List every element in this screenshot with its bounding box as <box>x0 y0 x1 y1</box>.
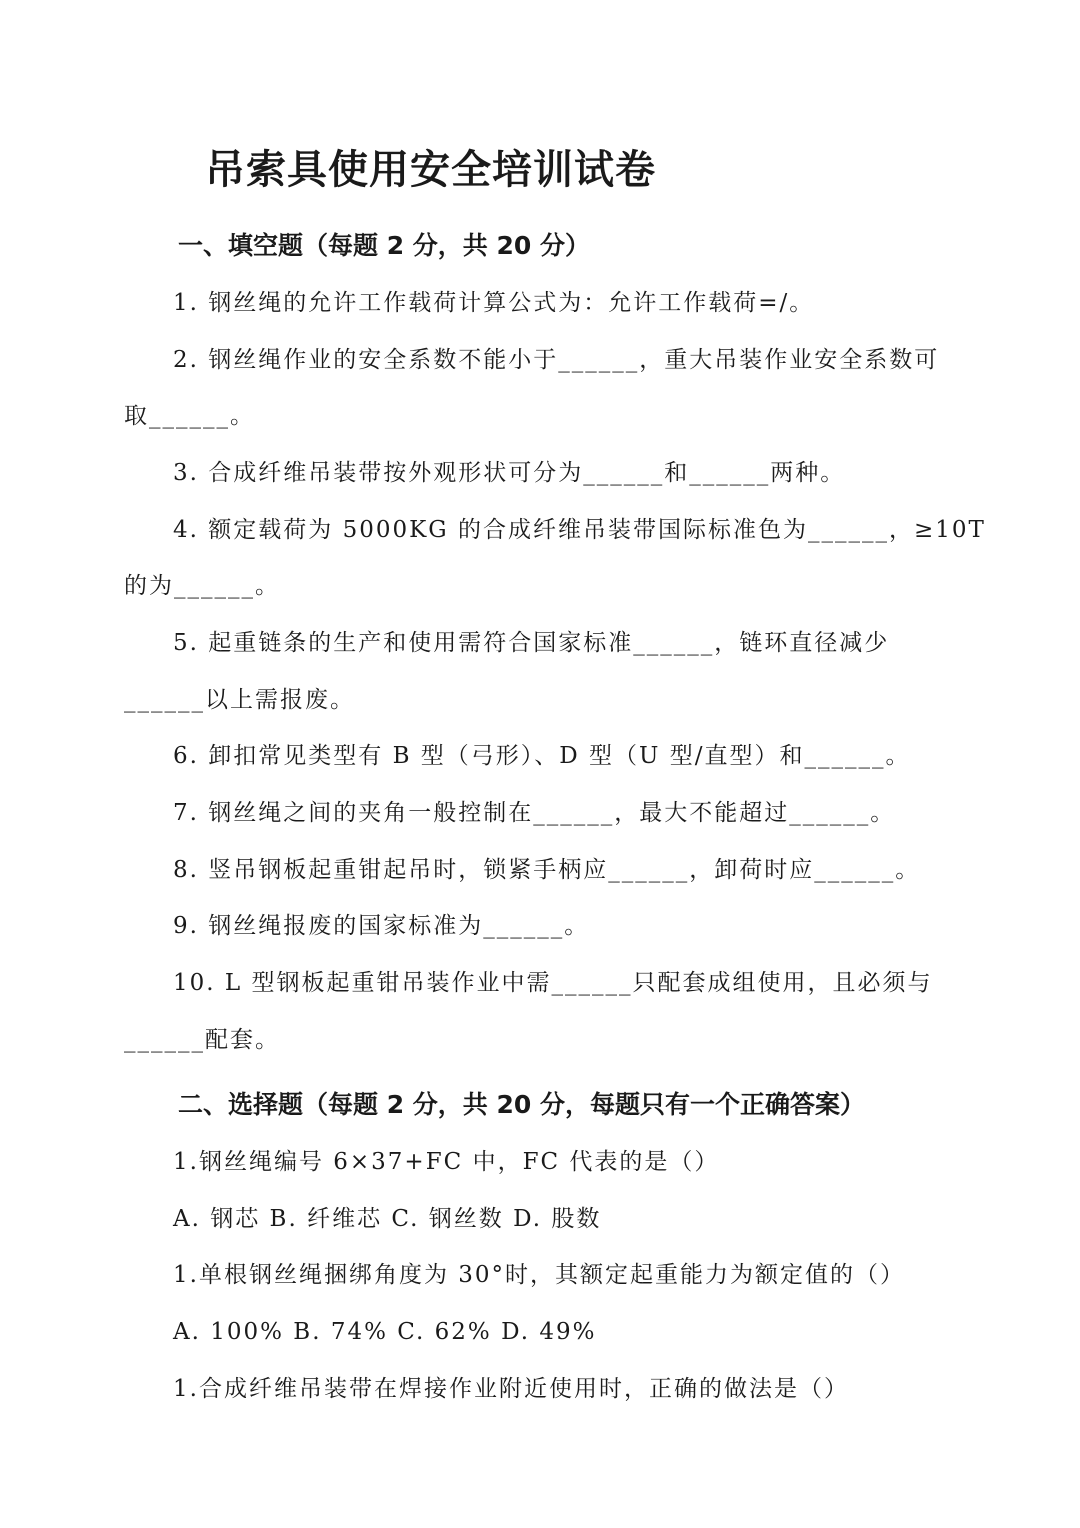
question-line: ______以上需报废。 <box>124 687 355 713</box>
question-line: 6. 卸扣常见类型有 B 型（弓形）、D 型（U 型/直型）和______。 <box>173 743 911 769</box>
question-line: 取______。 <box>124 403 255 429</box>
question-line: 1.单根钢丝绳捆绑角度为 30°时，其额定起重能力为额定值的（） <box>173 1262 906 1288</box>
question-line: 2. 钢丝绳作业的安全系数不能小于______，重大吊装作业安全系数可 <box>173 347 940 373</box>
question-line: ______配套。 <box>124 1027 280 1053</box>
question-line: 1. 钢丝绳的允许工作载荷计算公式为：允许工作载荷=/。 <box>173 290 815 316</box>
question-line: 7. 钢丝绳之间的夹角一般控制在______，最大不能超过______。 <box>173 800 896 826</box>
question-line: 1.钢丝绳编号 6×37+FC 中，FC 代表的是（） <box>173 1149 720 1175</box>
question-line: 5. 起重链条的生产和使用需符合国家标准______，链环直径减少 <box>173 630 890 656</box>
question-line: 4. 额定载荷为 5000KG 的合成纤维吊装带国际标准色为______，≥10T <box>173 517 986 543</box>
section-heading-multiple-choice: 二、选择题（每题 2 分，共 20 分，每题只有一个正确答案） <box>178 1090 866 1119</box>
document-title: 吊索具使用安全培训试卷 <box>205 147 656 193</box>
answer-options-line: A. 100% B. 74% C. 62% D. 49% <box>173 1319 597 1345</box>
answer-options-line: A. 钢芯 B. 纤维芯 C. 钢丝数 D. 股数 <box>173 1206 602 1232</box>
question-line: 的为______。 <box>124 573 280 599</box>
question-line: 8. 竖吊钢板起重钳起吊时，锁紧手柄应______，卸荷时应______。 <box>173 857 921 883</box>
question-line: 9. 钢丝绳报废的国家标准为______。 <box>173 913 590 939</box>
question-line: 1.合成纤维吊装带在焊接作业附近使用时，正确的做法是（） <box>173 1376 849 1402</box>
question-line: 3. 合成纤维吊装带按外观形状可分为______和______两种。 <box>173 460 846 486</box>
section-heading-fill-in-blank: 一、填空题（每题 2 分，共 20 分） <box>178 231 591 260</box>
question-line: 10. L 型钢板起重钳吊装作业中需______只配套成组使用，且必须与 <box>173 970 933 996</box>
